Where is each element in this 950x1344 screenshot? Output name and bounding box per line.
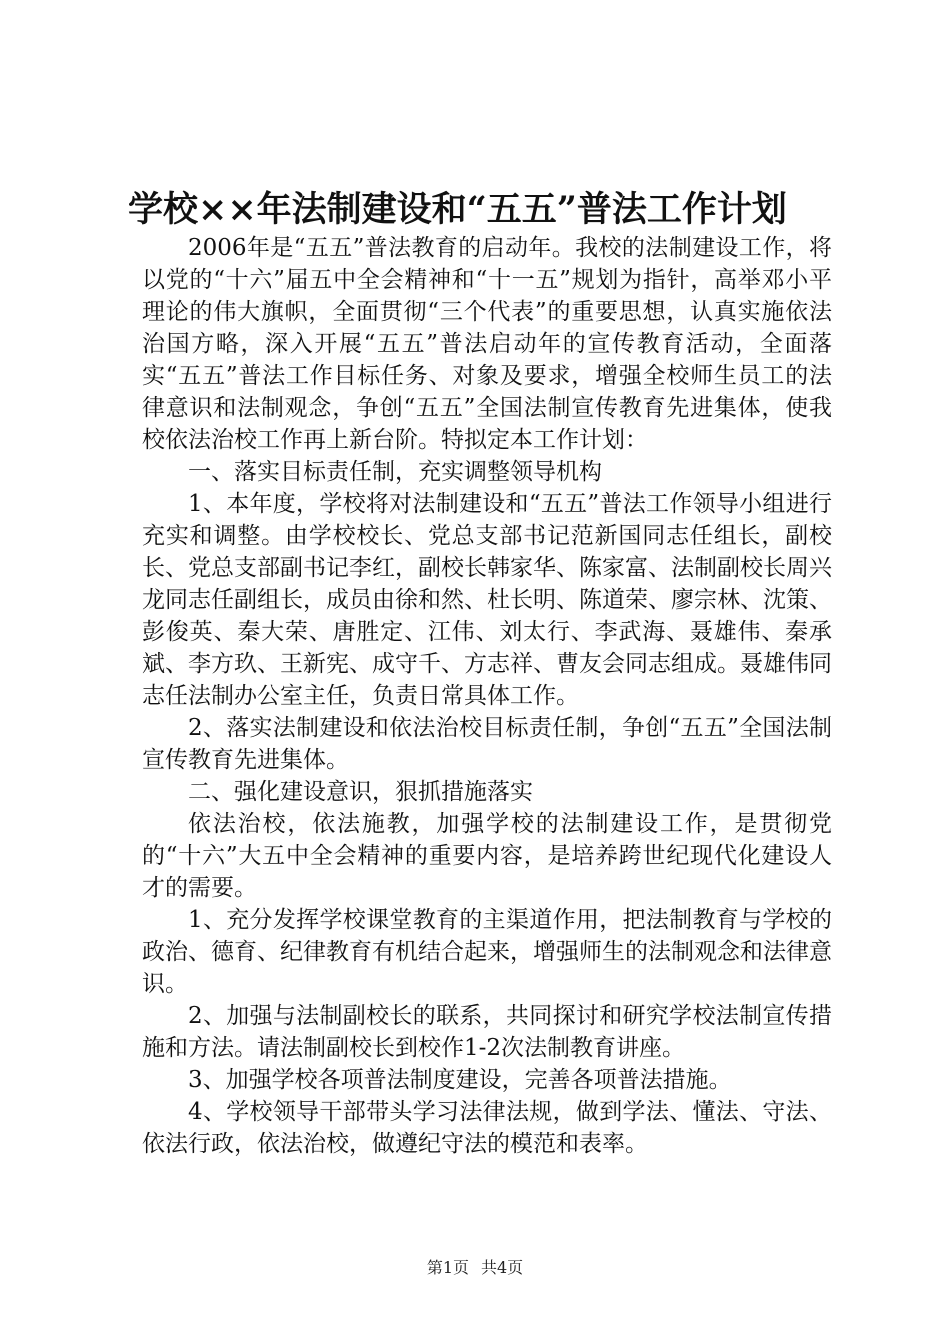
section-1-item-2: 2、落实法制建设和依法治校目标责任制，争创“五五”全国法制宣传教育先进集体。 bbox=[142, 715, 832, 773]
section-heading-2: 二、强化建设意识，狠抓措施落实 bbox=[188, 779, 533, 805]
section-heading-1: 一、落实目标责任制，充实调整领导机构 bbox=[188, 459, 602, 485]
section-2-intro: 依法治校，依法施教，加强学校的法制建设工作，是贯彻党的“十六”大五中全会精神的重要内容，是培养跨世纪现代化建设人才的需要。 bbox=[142, 811, 832, 901]
section-2-item-3: 3、加强学校各项普法制度建设，完善各项普法措施。 bbox=[188, 1067, 732, 1093]
section-2-item-4: 4、学校领导干部带头学习法律法规，做到学法、懂法、守法、依法行政，依法治校，做遵纪守法的模范和表率。 bbox=[142, 1099, 832, 1157]
document-title: 学校××年法制建设和“五五”普法工作计划 bbox=[128, 189, 787, 230]
page-number: 第1页 bbox=[426, 1258, 469, 1277]
document-body bbox=[142, 232, 832, 1160]
page-footer bbox=[0, 1258, 950, 1278]
page-total: 共4页 bbox=[481, 1258, 524, 1277]
section-2-item-2: 2、加强与法制副校长的联系，共同探讨和研究学校法制宣传措施和方法。请法制副校长到校作1-2次法制教育讲座。 bbox=[142, 1003, 832, 1061]
section-1-item-1: 1、本年度，学校将对法制建设和“五五”普法工作领导小组进行充实和调整。由学校校长、党总支部书记范新国同志任组长，副校长、党总支部副书记李红，副校长韩家华、陈家富、法制副校长周兴龙同志任副组长，成员由徐和然、杜长明、陈道荣、廖宗林、沈策、彭俊英、秦大荣、唐胜定、江伟、刘太行、李武海、聂雄伟、秦承斌、李方玖、王新宪、成守千、方志祥、曹友会同志组成。聂雄伟同志任法制办公室主任，负责日常具体工作。 bbox=[142, 491, 832, 709]
section-2-item-1: 1、充分发挥学校课堂教育的主渠道作用，把法制教育与学校的政治、德育、纪律教育有机结合起来，增强师生的法制观念和法律意识。 bbox=[142, 907, 832, 997]
intro-paragraph: 2006年是“五五”普法教育的启动年。我校的法制建设工作，将以党的“十六”届五中全会精神和“十一五”规划为指针，高举邓小平理论的伟大旗帜，全面贯彻“三个代表”的重要思想，认真实施依法治国方略，深入开展“五五”普法启动年的宣传教育活动，全面落实“五五”普法工作目标任务、对象及要求，增强全校师生员工的法律意识和法制观念，争创“五五”全国法制宣传教育先进集体，使我校依法治校工作再上新台阶。特拟定本工作计划： bbox=[142, 235, 832, 453]
